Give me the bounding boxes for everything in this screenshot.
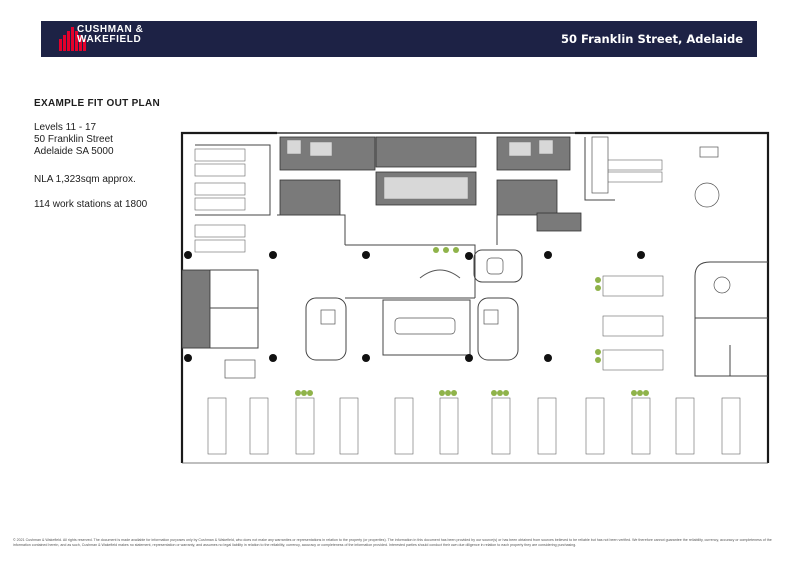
structural-columns [184,251,645,362]
reception-desk [420,270,460,278]
plan-title: EXAMPLE FIT OUT PLAN [34,98,160,109]
workstations-lower [208,398,740,454]
workstations-upper-left [195,149,245,252]
info-levels: Levels 11 - 17 [34,122,97,133]
info-nla: NLA 1,323sqm approx. [34,174,136,185]
info-workstations: 114 work stations at 1800 [34,199,148,210]
planter-dots [295,247,649,396]
header-address: 50 Franklin Street, Adelaide [561,32,743,46]
logo-line-2: WAKEFIELD [77,34,142,45]
logo-line-1: CUSHMAN & [77,24,144,35]
workstations-right [603,160,663,370]
info-street: 50 Franklin Street [34,134,113,145]
info-city: Adelaide SA 5000 [34,146,114,157]
footer-disclaimer: © 2021 Cushman & Wakefield. All rights reserved. The document is made available for information purposes only by Cushman & Wakefield, who does not make any warranties or representations in relation to the property (or properties). The information in this document has been provided by our source(s) or has been obtained from sources believed to be reliable but has not been verified. We therefore cannot guarantee the reliability, currency, accuracy or completeness of the information contained herein, and as such, Cushman & Wakefield makes no statement, representation or warranty, and assumes no legal liability in relation to the reliability, currency, accuracy or completeness of the information provided. Interested parties should conduct their own due diligence in relation to each property they are considering purchasing. [13,538,772,547]
